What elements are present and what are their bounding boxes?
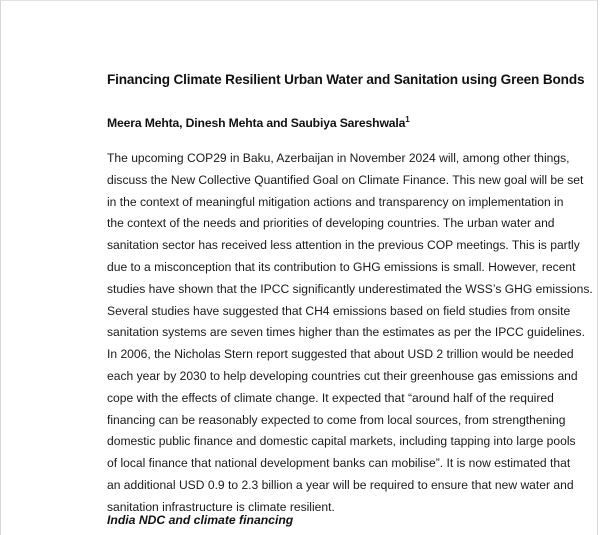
body-paragraph (107, 148, 593, 519)
paragraph-line: sanitation infrastructure is climate resilient. (107, 499, 335, 514)
paragraph-line: an additional USD 0.9 to 2.3 billion a year will be required to ensure that new water and (107, 477, 574, 492)
paragraph-line: The upcoming COP29 in Baku, Azerbaijan in November 2024 will, among other things, (107, 151, 570, 165)
paragraph-line: studies have shown that the IPCC significantly underestimated the WSS’s GHG emissions. (107, 281, 593, 296)
paragraph-line: each year by 2030 to help developing countries cut their greenhouse gas emissions and (107, 368, 578, 383)
document-title: Financing Climate Resilient Urban Water and Sanitation using Green Bonds (107, 72, 585, 87)
paragraph-line: domestic public finance and domestic capital markets, including tapping into large pools (107, 434, 576, 449)
paragraph-line: Several studies have suggested that CH4 emissions based on field studies from onsite (107, 303, 571, 318)
paragraph-line: cope with the effects of climate change. It expected that “around half of the required (107, 390, 554, 405)
authors-names: Meera Mehta, Dinesh Mehta and Saubiya Sareshwala (107, 116, 406, 130)
paragraph-line: financing can be reasonably expected to come from local sources, from strengthening (107, 412, 566, 427)
paragraph-line: in the context of meaningful mitigation actions and transparency on implementation in (107, 194, 564, 209)
document-authors (107, 115, 410, 130)
paragraph-line: due to a misconception that its contribution to GHG emissions is small. However, recent (107, 259, 576, 274)
paragraph-line: In 2006, the Nicholas Stern report suggested that about USD 2 trillion would be needed (107, 347, 574, 362)
section-subheading: India NDC and climate financing (107, 513, 294, 527)
paragraph-line: discuss the New Collective Quantified Goal on Climate Finance. This new goal will be set (107, 172, 584, 187)
paragraph-line: the context of the needs and priorities of developing countries. The urban water and (107, 216, 555, 231)
paragraph-line: sanitation sector has received less attention in the previous COP meetings. This is partly (107, 238, 580, 253)
footnote-marker[interactable]: 1 (405, 115, 410, 124)
paragraph-line: sanitation systems are seven times higher than the estimates as per the IPCC guidelines. (107, 325, 585, 340)
paragraph-line: of local finance that national development banks can mobilise”. It is now estimated that (107, 456, 571, 471)
